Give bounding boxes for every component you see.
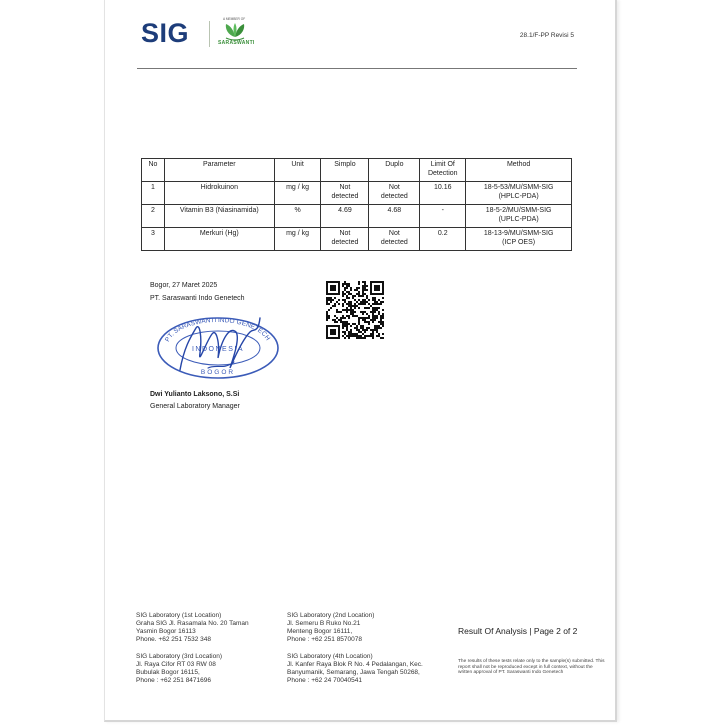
stamp-text: PT. SARASWANTI INDO GENETECH: [164, 317, 272, 344]
company-stamp: [150, 308, 285, 388]
address-line: Menteng Bogor 16111,: [287, 628, 353, 635]
address-phone: Phone : +62 251 8570078: [287, 636, 363, 643]
address-phone: Phone. +62 251 7532 348: [136, 636, 212, 643]
cell-duplo-line1: 4.68: [387, 207, 402, 214]
signer-title: General Laboratory Manager: [150, 403, 240, 410]
table-header-row: [142, 159, 572, 182]
address-line: Yasmin Bogor 16113: [136, 628, 196, 635]
results-table: [141, 158, 572, 251]
cell-duplo-line2: detected: [380, 192, 408, 200]
cell-duplo-line1: Not: [388, 230, 400, 237]
cell-method-line2: (HPLC-PDA): [498, 192, 539, 200]
page-info: Result Of Analysis | Page 2 of 2: [458, 626, 578, 636]
address-title: SIG Laboratory (2nd Location): [287, 612, 375, 619]
document-code: 28.1/F-PP Revisi 5: [519, 32, 574, 39]
address-line: Graha SIG Jl. Rasamala No. 20 Taman: [136, 620, 249, 627]
header-unit: Unit: [274, 159, 321, 182]
cell-no: 3: [142, 228, 165, 251]
cell-parameter: Hidrokuinon: [164, 182, 274, 205]
cell-simplo-line1: 4.69: [338, 207, 352, 214]
header-rule: [137, 68, 577, 69]
sig-logo: SIG: [141, 18, 190, 48]
address-location-1: [136, 612, 271, 644]
address-line: Jl. Raya Cifor RT 03 RW 08: [136, 661, 216, 668]
sign-company: PT. Saraswanti Indo Genetech: [150, 295, 245, 302]
cell-duplo: [369, 182, 420, 205]
cell-lod: 0.2: [420, 228, 466, 251]
header-lod-line2: Detection: [427, 169, 458, 177]
cell-parameter: Merkuri (Hg): [164, 228, 274, 251]
cell-duplo-line2: detected: [380, 238, 408, 246]
cell-simplo: [321, 205, 369, 228]
cell-unit: mg / kg: [274, 182, 321, 205]
cell-simplo-line2: detected: [331, 238, 359, 246]
disclaimer: The results of these tests relate only to the sample(s) submitted. This report shall not be reproduced except in full context, without the written approval of PT. Saraswanti Indo Genetech: [458, 659, 605, 676]
address-line: Bubulak Bogor 16115,: [136, 669, 200, 676]
cell-unit: mg / kg: [274, 228, 321, 251]
cell-method: [466, 228, 572, 251]
address-title: SIG Laboratory (4th Location): [287, 653, 373, 660]
cell-duplo: [369, 205, 420, 228]
address-phone: Phone : +62 24 70040541: [287, 677, 363, 684]
cell-method-line1: 18-5-53/MU/SMM-SIG: [483, 184, 554, 191]
sign-date: Bogor, 27 Maret 2025: [150, 282, 218, 289]
cell-simplo: [321, 228, 369, 251]
cell-unit: %: [274, 205, 321, 228]
address-location-4: [287, 653, 447, 685]
qr-code-icon: [326, 281, 384, 339]
cell-simplo: [321, 182, 369, 205]
cell-duplo: [369, 228, 420, 251]
cell-method: [466, 182, 572, 205]
cell-lod: 10.16: [420, 182, 466, 205]
table-row: [142, 182, 572, 205]
signer-name: Dwi Yulianto Laksono, S.Si: [150, 391, 240, 398]
address-line: Jl. Kanfer Raya Blok R No. 4 Pedalangan, Kec.: [287, 661, 423, 668]
address-title: SIG Laboratory (3rd Location): [136, 653, 222, 660]
cell-simplo-line1: Not: [339, 184, 351, 191]
header-no: No: [142, 159, 165, 182]
document-page: [104, 0, 617, 722]
table-row: [142, 205, 572, 228]
header-parameter: Parameter: [164, 159, 274, 182]
address-location-2: [287, 612, 437, 644]
address-title: SIG Laboratory (1st Location): [136, 612, 222, 619]
address-phone: Phone : +62 251 8471696: [136, 677, 212, 684]
address-line: Banyumanik, Semarang, Jawa Tengah 50268,: [287, 669, 420, 676]
address-line: Jl. Semeru B Ruko No.21: [287, 620, 361, 627]
cell-method: [466, 205, 572, 228]
cell-no: 1: [142, 182, 165, 205]
header-limit-of-detection: [420, 159, 466, 182]
cell-method-line2: (ICP OES): [502, 238, 536, 246]
logo-divider: [209, 21, 210, 47]
cell-simplo-line1: Not: [339, 230, 351, 237]
cell-method-line2: (UPLC-PDA): [498, 215, 539, 223]
cell-method-line1: 18-5-2/MU/SMM-SIG: [485, 207, 552, 214]
stamp-city: BOGOR: [200, 369, 236, 376]
header-lod-line1: Limit Of: [430, 161, 455, 168]
cell-method-line1: 18-13-9/MU/SMM-SIG: [483, 230, 554, 237]
table-row: [142, 228, 572, 251]
cell-no: 2: [142, 205, 165, 228]
saraswanti-name: SARASWANTI: [218, 40, 255, 46]
header-method: Method: [466, 159, 572, 182]
cell-simplo-line2: detected: [331, 192, 359, 200]
header-duplo: Duplo: [369, 159, 420, 182]
cell-parameter: Vitamin B3 (Niasinamida): [164, 205, 274, 228]
cell-lod: -: [420, 205, 466, 228]
saraswanti-tagline: A MEMBER OF: [223, 17, 246, 21]
address-location-3: [136, 653, 271, 685]
header-simplo: Simplo: [321, 159, 369, 182]
cell-duplo-line1: Not: [388, 184, 400, 191]
stamp-country: INDONESIA: [191, 346, 245, 353]
